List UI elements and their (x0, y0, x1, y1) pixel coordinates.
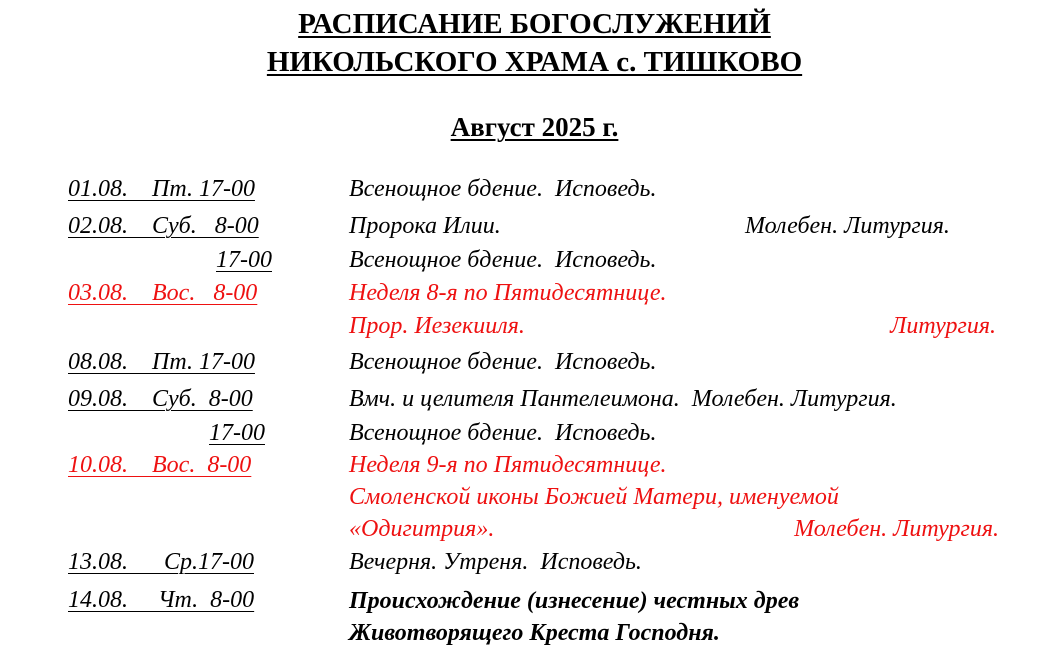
schedule-service-0908-evening: Всенощное бдение. Исповедь. (349, 420, 657, 446)
schedule-service-1408: Происхождение (изнесение) честных древ (349, 588, 800, 614)
schedule-service-1008: Неделя 9-я по Пятидесятнице. (349, 452, 667, 478)
schedule-service-0908: Вмч. и целителя Пантелеимона. Молебен. Литургия. (349, 386, 897, 412)
schedule-service-0308-right: Литургия. (890, 313, 996, 339)
schedule-service-1308: Вечерня. Утреня. Исповедь. (349, 549, 642, 575)
schedule-service-0808: Всенощное бдение. Исповедь. (349, 349, 657, 375)
schedule-date-1008: 10.08. Вос. 8-00 (68, 452, 252, 478)
schedule-date-0308: 03.08. Вос. 8-00 (68, 280, 258, 306)
schedule-service-0208-right: Молебен. Литургия. (745, 213, 950, 239)
page-title-line-1: РАСПИСАНИЕ БОГОСЛУЖЕНИЙ (298, 8, 771, 40)
schedule-service-0208-evening: Всенощное бдение. Исповедь. (349, 247, 657, 273)
schedule-service-0208: Пророка Илии. (349, 213, 501, 239)
schedule-service-0108: Всенощное бдение. Исповедь. (349, 176, 657, 202)
schedule-time-0208-evening: 17-00 (216, 247, 272, 273)
schedule-service-1408-line2: Животворящего Креста Господня. (349, 620, 720, 646)
schedule-date-0108: 01.08. Пт. 17-00 (68, 176, 255, 202)
schedule-service-1008-line3: «Одигитрия». (349, 516, 495, 542)
schedule-date-0908: 09.08. Суб. 8-00 (68, 386, 253, 412)
schedule-date-0808: 08.08. Пт. 17-00 (68, 349, 255, 375)
schedule-date-0208: 02.08. Суб. 8-00 (68, 213, 259, 239)
schedule-service-1008-line2: Смоленской иконы Божией Матери, именуемой (349, 484, 839, 510)
schedule-service-0308: Неделя 8-я по Пятидесятнице. (349, 280, 667, 306)
schedule-date-1408: 14.08. Чт. 8-00 (68, 587, 255, 613)
schedule-service-1008-right: Молебен. Литургия. (794, 516, 999, 542)
page-title-line-2: НИКОЛЬСКОГО ХРАМА с. ТИШКОВО (266, 46, 803, 78)
month-heading: Август 2025 г. (450, 112, 619, 142)
schedule-time-0908-evening: 17-00 (209, 420, 265, 446)
schedule-date-1308: 13.08. Ср.17-00 (68, 549, 254, 575)
schedule-service-0308-line2: Прор. Иезекииля. (349, 313, 525, 339)
